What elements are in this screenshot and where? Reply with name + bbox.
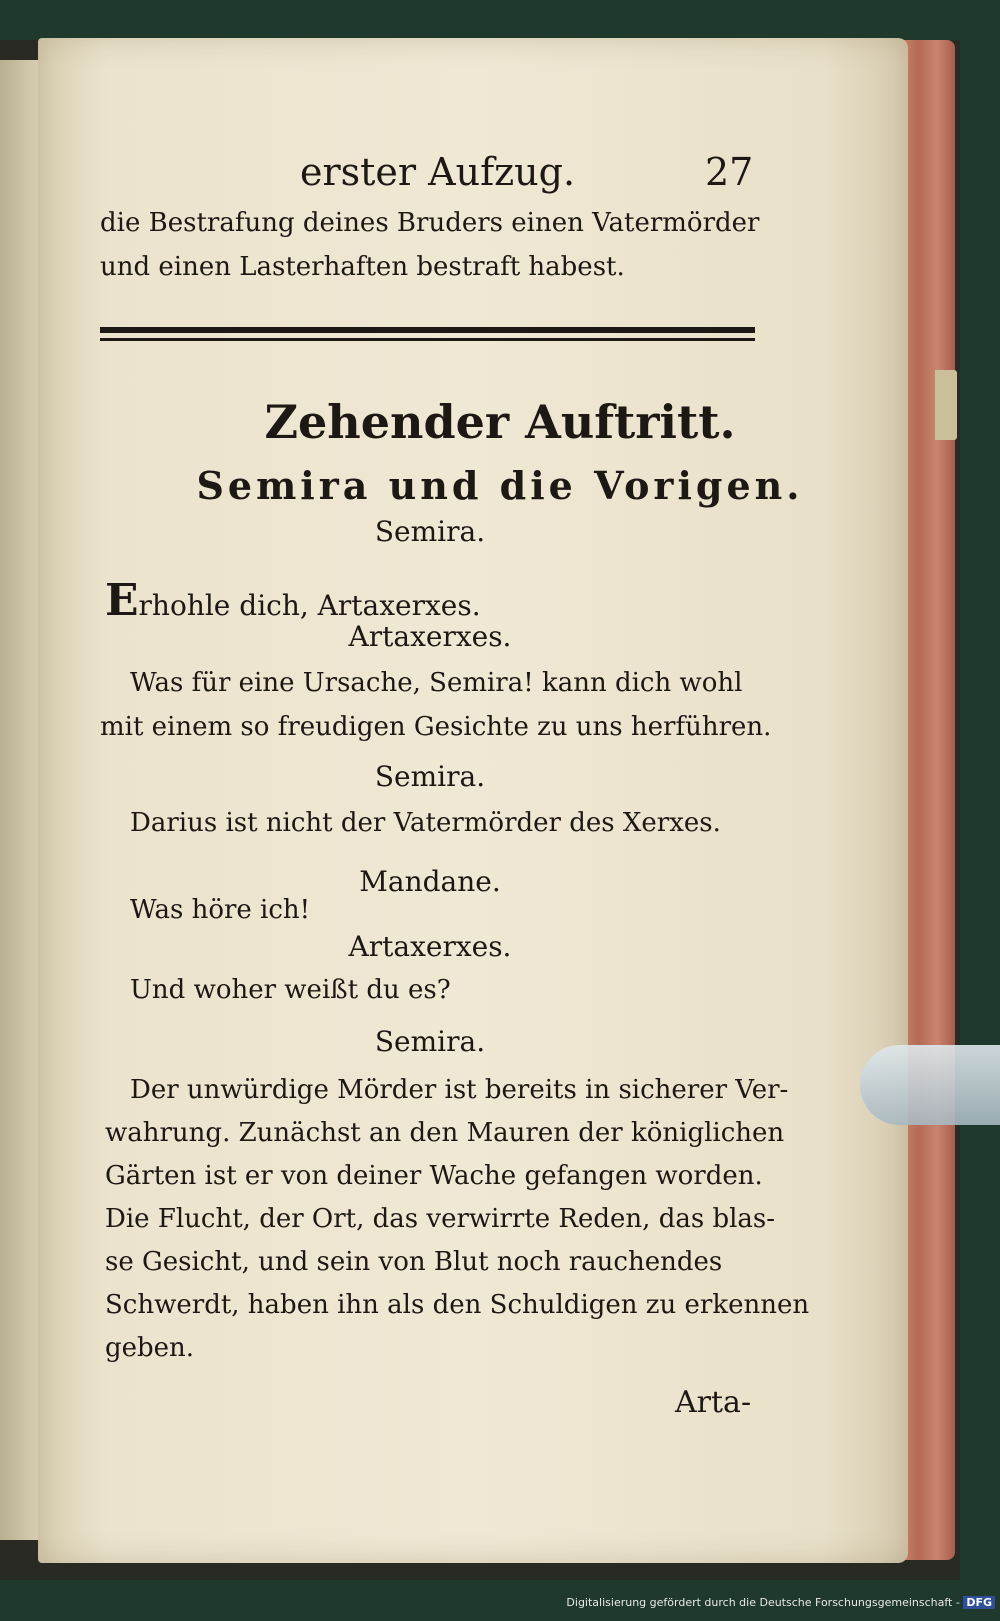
- speaker-name: Mandane.: [359, 865, 501, 898]
- speaker-name: Artaxerxes.: [348, 930, 512, 963]
- dialogue-line: Was höre ich!: [130, 895, 311, 925]
- dialogue-line: Die Flucht, der Ort, das verwirrte Reden, das blas-: [105, 1204, 776, 1234]
- footer-text: Digitalisierung gefördert durch die Deutsche Forschungsgemeinschaft -: [566, 1596, 960, 1609]
- dialogue-line: Was für eine Ursache, Semira! kann dich wohl: [130, 668, 743, 698]
- dialogue-line: Der unwürdige Mörder ist bereits in sicherer Ver-: [130, 1075, 789, 1105]
- drop-initial: E: [105, 575, 139, 626]
- speaker-name: Artaxerxes.: [348, 620, 512, 653]
- divider-rule: [100, 327, 755, 341]
- speaker-name: Semira.: [374, 515, 486, 548]
- footer-credit: [0, 1596, 995, 1609]
- running-head: erster Aufzug.: [300, 150, 576, 194]
- dfg-badge: DFG: [963, 1596, 995, 1609]
- text-line: und einen Lasterhaften bestraft habest.: [100, 252, 625, 282]
- dialogue-line: wahrung. Zunächst an den Mauren der königlichen: [105, 1118, 785, 1148]
- page-number: 27: [705, 150, 754, 194]
- dialogue-line: Schwerdt, haben ihn als den Schuldigen zu erkennen: [105, 1290, 810, 1320]
- dialogue-line: Darius ist nicht der Vatermörder des Xerxes.: [130, 808, 721, 838]
- dialogue-line: mit einem so freudigen Gesichte zu uns herführen.: [100, 712, 772, 742]
- dialogue-line: Und woher weißt du es?: [130, 975, 451, 1005]
- scene-subtitle: Semira und die Vorigen.: [196, 463, 804, 508]
- dialogue-line: se Gesicht, und sein von Blut noch rauchendes: [105, 1247, 723, 1277]
- previous-page-edge: [0, 60, 40, 1540]
- dialogue-line: geben.: [105, 1333, 195, 1363]
- dialogue-line: Gärten ist er von deiner Wache gefangen worden.: [105, 1161, 763, 1191]
- speaker-name: Semira.: [374, 1025, 486, 1058]
- speaker-name: Semira.: [374, 760, 486, 793]
- page-clip: [860, 1045, 1000, 1125]
- text-line: die Bestrafung deines Bruders einen Vatermörder: [100, 208, 760, 238]
- catchword: Arta-: [675, 1385, 752, 1420]
- scene-title: Zehender Auftritt.: [264, 395, 736, 449]
- dialogue-line: [105, 575, 481, 626]
- dialogue-text: rhohle dich, Artaxerxes.: [138, 589, 481, 622]
